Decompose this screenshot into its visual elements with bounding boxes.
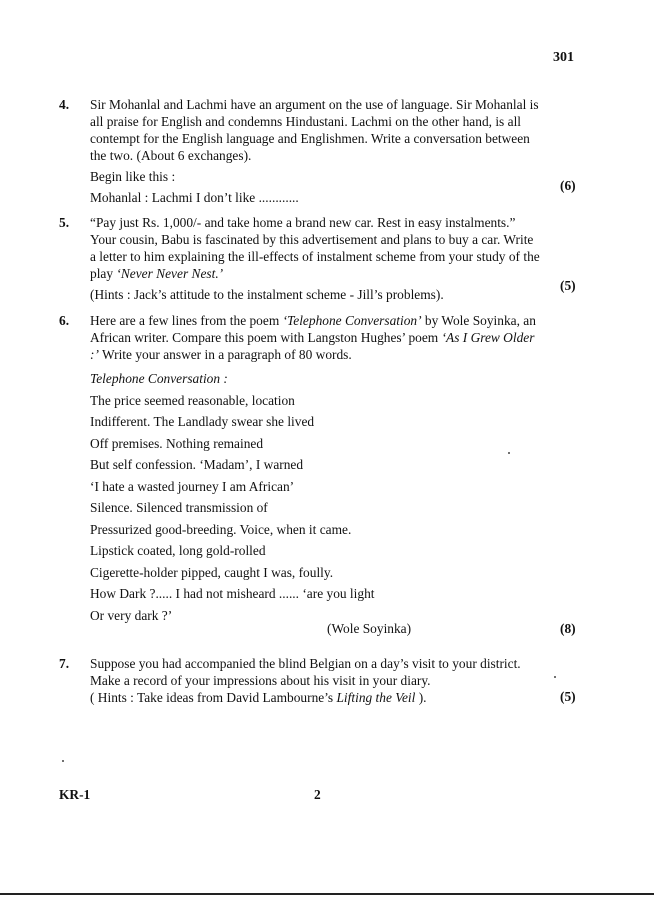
poem-reference: ‘Telephone Conversation’ bbox=[282, 313, 422, 328]
question-number: 6. bbox=[59, 313, 70, 328]
question-5 bbox=[59, 214, 541, 303]
poem-line: Cigerette-holder pipped, caught I was, foully. bbox=[90, 564, 334, 580]
question-text bbox=[90, 214, 541, 282]
poem-line: Or very dark ?’ bbox=[90, 607, 173, 623]
question-7 bbox=[59, 655, 541, 706]
question-6 bbox=[59, 312, 541, 626]
marks-q4: (6) bbox=[560, 178, 576, 193]
hints-line: (Hints : Jack’s attitude to the instalment scheme - Jill’s problems). bbox=[90, 287, 444, 302]
play-title: ‘Never Never Nest.’ bbox=[116, 266, 224, 281]
starter-line: Mohanlal : Lachmi I don’t like ............ bbox=[90, 190, 299, 205]
poem-line: Pressurized good-breeding. Voice, when it came. bbox=[90, 521, 352, 537]
poem-line: But self confession. ‘Madam’, I warned bbox=[90, 457, 304, 472]
scan-speck bbox=[554, 676, 556, 678]
series-code: KR-1 bbox=[59, 787, 91, 802]
question-text-part: by Wole Soyinka, an African writer. Compare this poem with Langston Hughes’ poem bbox=[90, 313, 536, 345]
poem-line: The price seemed reasonable, location bbox=[90, 392, 295, 408]
page-code: 301 bbox=[553, 50, 574, 65]
question-text-part: “Pay just Rs. 1,000/- and take home a brand new car. Rest in easy instalments.” Your cousin, Babu is fascinated by this advertisement and plans to buy a car. Write a letter to him explaining the ill-effects of instalment scheme from your study of the play bbox=[90, 215, 540, 281]
begin-instruction: Begin like this : bbox=[90, 169, 176, 184]
marks-q6: (8) bbox=[560, 621, 576, 636]
question-number: 5. bbox=[59, 215, 70, 230]
poem-line: Lipstick coated, long gold-rolled bbox=[90, 543, 266, 558]
poem-line: ‘I hate a wasted journey I am African’ bbox=[90, 478, 295, 494]
poem-author: (Wole Soyinka) bbox=[327, 621, 412, 636]
question-text bbox=[90, 312, 541, 363]
poem-line: Silence. Silenced transmission of bbox=[90, 500, 268, 515]
hints-text: ( Hints : Take ideas from David Lambourne’s bbox=[90, 690, 337, 705]
question-text: Suppose you had accompanied the blind Belgian on a day’s visit to your district. Make a record of your impressions about his visit in your diary. bbox=[90, 656, 521, 688]
question-number: 7. bbox=[59, 656, 70, 671]
poem-line: How Dark ?..... I had not misheard ...... ‘are you light bbox=[90, 586, 375, 601]
poem-line: Indifferent. The Landlady swear she lived bbox=[90, 414, 315, 429]
hints-line bbox=[90, 689, 541, 706]
question-text-part: Here are a few lines from the poem bbox=[90, 313, 283, 328]
marks-q7: (5) bbox=[560, 689, 576, 704]
scan-speck bbox=[508, 452, 510, 454]
question-number: 4. bbox=[59, 97, 70, 112]
question-text: Sir Mohanlal and Lachmi have an argument on the use of language. Sir Mohanlal is all praise for English and condemns Hindustani. Lachmi on the other hand, is all contempt for the English language and Englishmen. Write a conversation between the two. (About 6 exchanges). bbox=[90, 97, 539, 163]
page-number: 2 bbox=[314, 787, 321, 802]
question-4 bbox=[59, 96, 541, 206]
poem-title: Telephone Conversation : bbox=[90, 371, 228, 386]
poem-lines bbox=[90, 390, 541, 627]
hints-text: ). bbox=[415, 690, 427, 705]
question-text-part: Write your answer in a paragraph of 80 words. bbox=[98, 347, 352, 362]
marks-q5: (5) bbox=[560, 278, 576, 293]
poem-line: Off premises. Nothing remained bbox=[90, 435, 264, 451]
essay-title: Lifting the Veil bbox=[336, 690, 416, 705]
scan-edge bbox=[0, 893, 654, 895]
poem-reference-2: ‘As I Grew Older :’ bbox=[90, 330, 535, 362]
scan-speck bbox=[62, 760, 64, 762]
